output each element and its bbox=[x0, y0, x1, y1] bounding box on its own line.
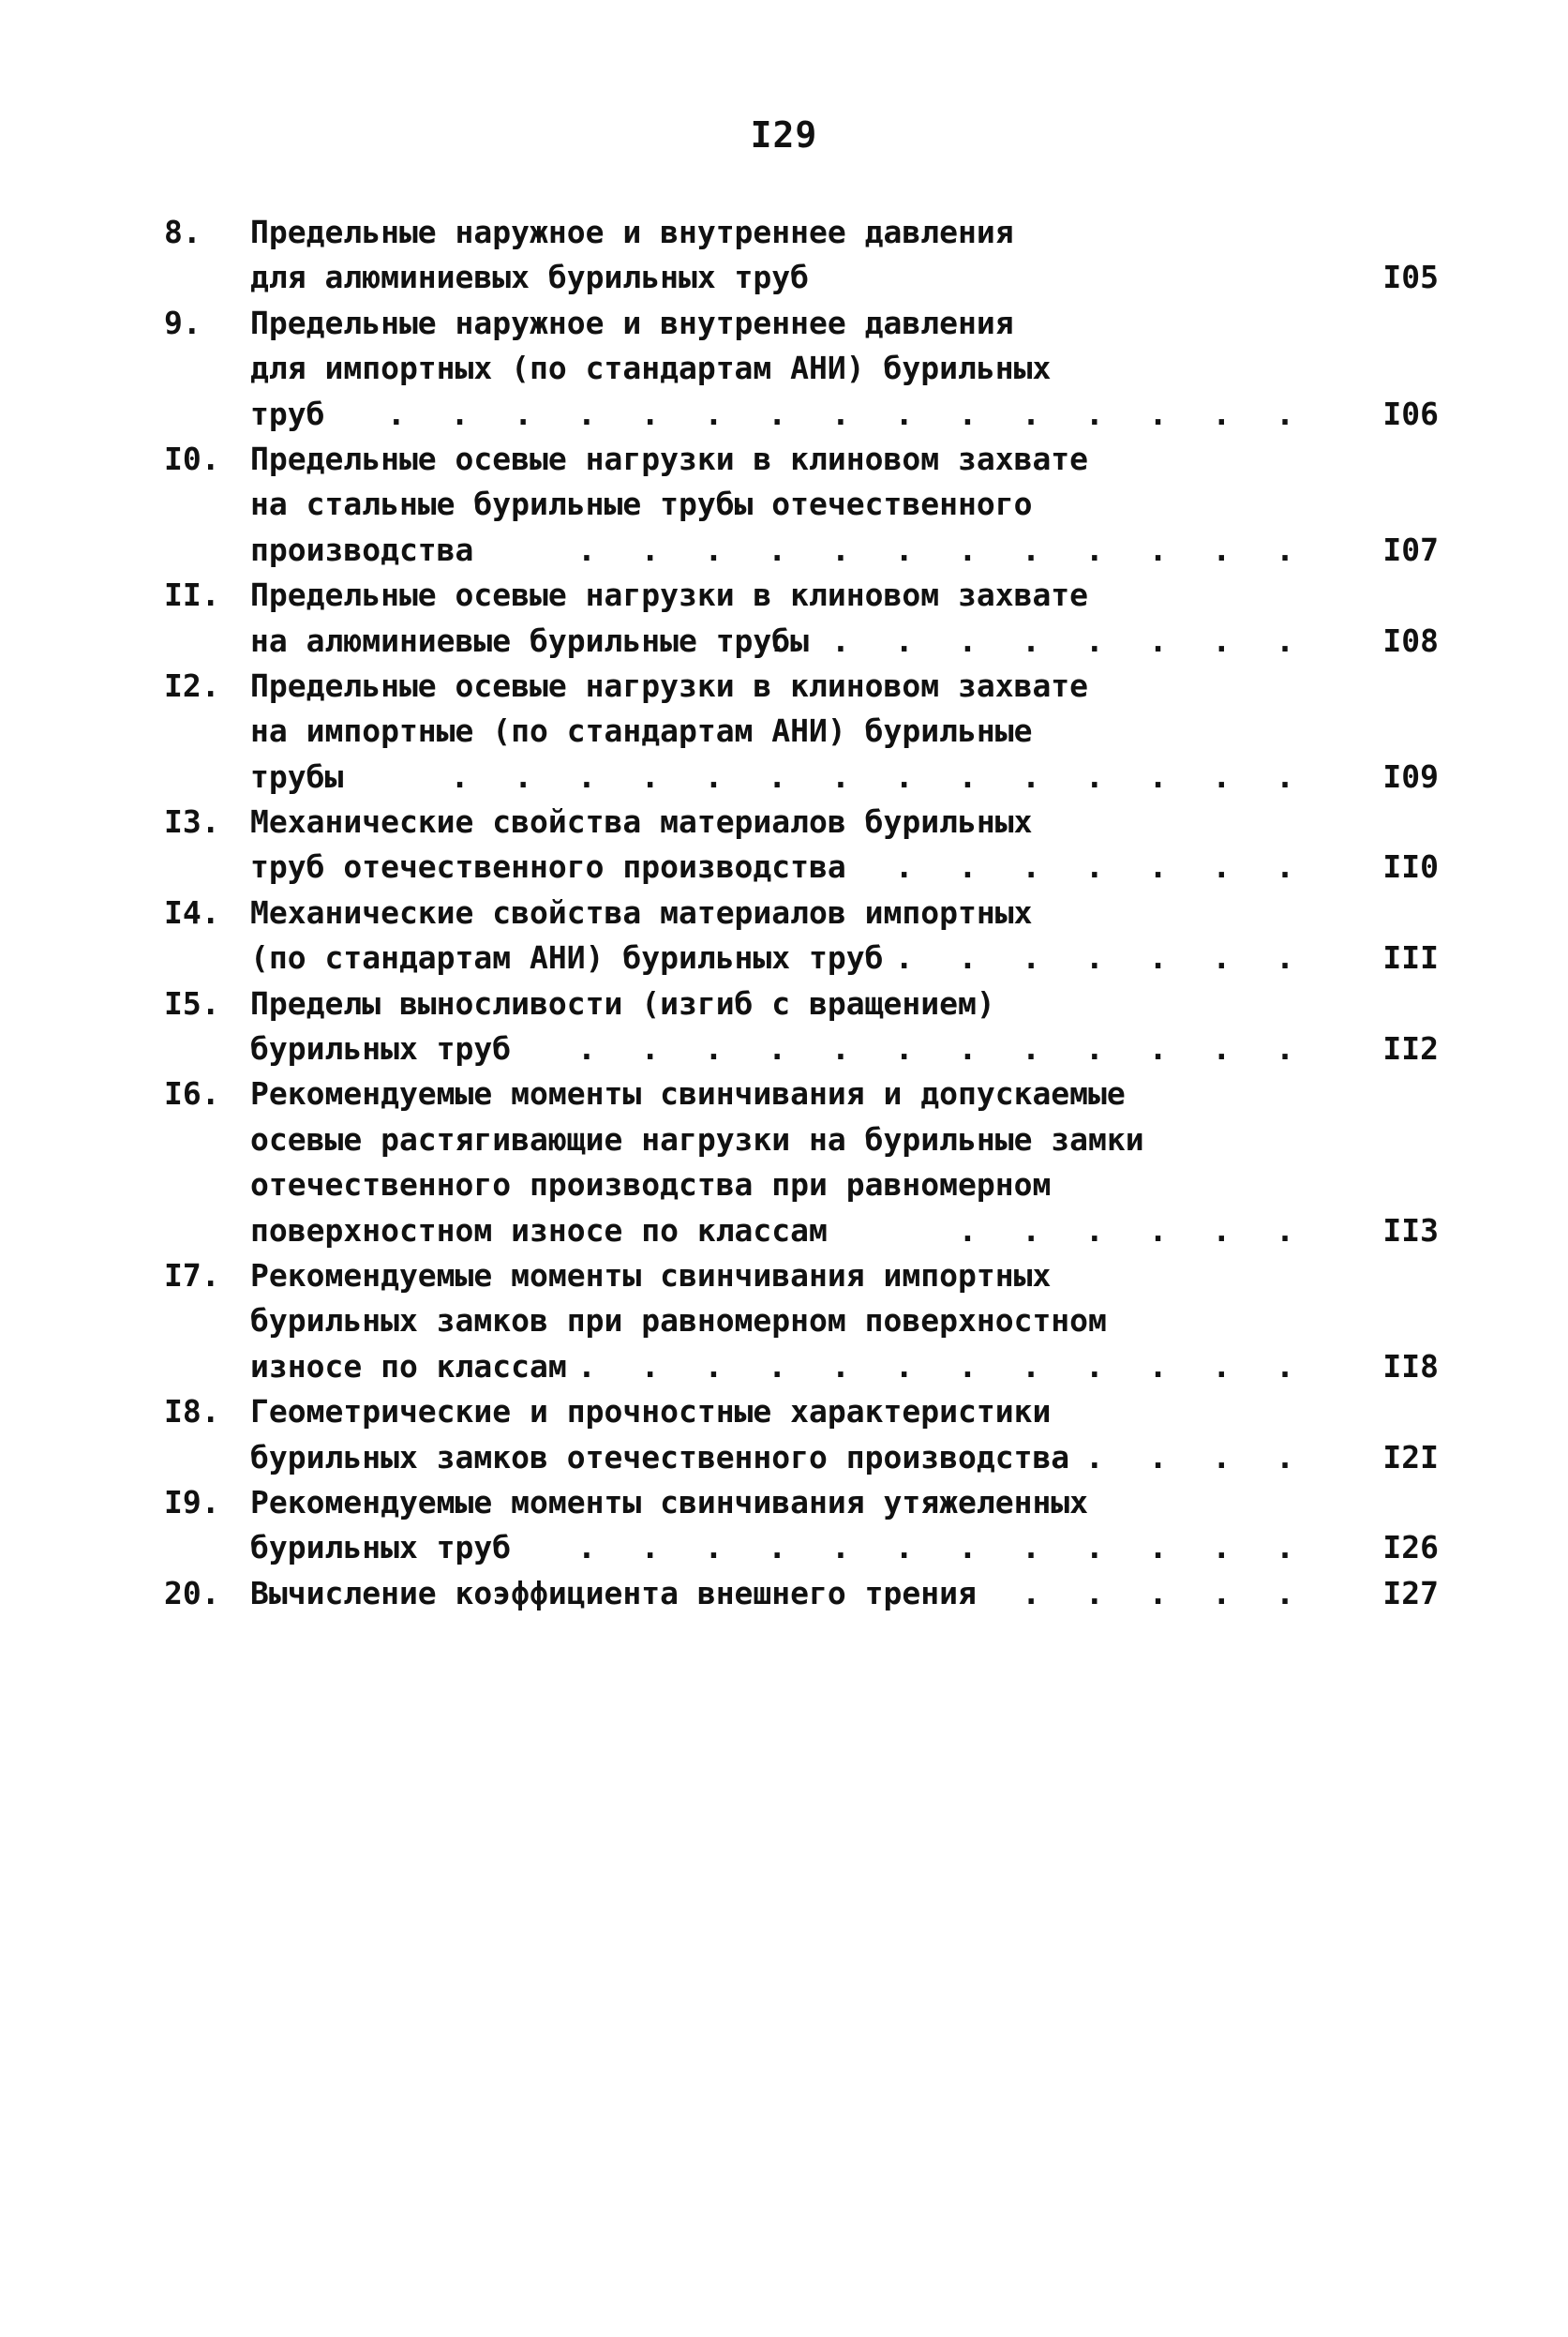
toc-entry-line bbox=[164, 1253, 1439, 1298]
toc-entry-page: II8 bbox=[1382, 1347, 1439, 1385]
toc-entry-title: износе по классам bbox=[250, 1347, 567, 1385]
toc-entry bbox=[164, 800, 1439, 891]
toc-entry-page: I26 bbox=[1382, 1529, 1439, 1566]
toc-entry-title: производства bbox=[250, 531, 474, 568]
toc-dot-leader: . . . . . . . . . . . . bbox=[577, 1347, 1307, 1385]
toc-entry-page: I2I bbox=[1382, 1438, 1439, 1476]
toc-entry-number: I7. bbox=[164, 1256, 220, 1294]
toc-entry-line bbox=[164, 1571, 1439, 1616]
toc-entry-number: 9. bbox=[164, 304, 202, 341]
toc-entry-page: I05 bbox=[1382, 259, 1439, 296]
toc-entry-line bbox=[164, 1525, 1439, 1570]
toc-entry-page: II0 bbox=[1382, 848, 1439, 886]
toc-entry-line bbox=[164, 891, 1439, 936]
toc-entry-title: Рекомендуемые моменты свинчивания импортных bbox=[250, 1256, 1052, 1294]
toc-entry-title: труб bbox=[250, 395, 325, 432]
toc-entry-line bbox=[164, 936, 1439, 981]
toc-entry-line bbox=[164, 664, 1439, 709]
toc-entry-number: 8. bbox=[164, 214, 202, 250]
toc-entry-title: Предельные осевые нагрузки в клиновом захвате bbox=[250, 577, 1089, 614]
page-number: I29 bbox=[750, 114, 818, 156]
toc-entry-title: Рекомендуемые моменты свинчивания и допускаемые bbox=[250, 1075, 1126, 1113]
toc-entry-title: на стальные бурильные трубы отечественного bbox=[250, 486, 1033, 523]
toc-entry-title: Рекомендуемые моменты свинчивания утяжеленных bbox=[250, 1483, 1089, 1521]
toc-entry-title: поверхностном износе по классам bbox=[250, 1211, 828, 1249]
table-of-contents bbox=[164, 210, 1439, 1616]
toc-dot-leader: . . . . . . . . . . . . . . bbox=[450, 757, 1307, 795]
toc-entry-line bbox=[164, 1389, 1439, 1434]
toc-entry-title: Механические свойства материалов импортных bbox=[250, 893, 1033, 931]
toc-entry-line bbox=[164, 800, 1439, 845]
toc-entry-line bbox=[164, 255, 1439, 300]
toc-dot-leader: . . . . . . . . . . . . . . . bbox=[386, 395, 1307, 432]
toc-entry-title: осевые растягивающие нагрузки на бурильные замки bbox=[250, 1120, 1144, 1158]
toc-entry bbox=[164, 1571, 1439, 1616]
toc-entry bbox=[164, 1071, 1439, 1253]
toc-entry-line bbox=[164, 1117, 1439, 1162]
toc-entry-line bbox=[164, 573, 1439, 618]
toc-entry-number: I9. bbox=[164, 1483, 220, 1521]
toc-entry-number: 20. bbox=[164, 1574, 220, 1611]
toc-dot-leader: . . . . . . . bbox=[894, 939, 1307, 977]
toc-entry-line bbox=[164, 1298, 1439, 1343]
toc-entry-title: на импортные (по стандартам АНИ) бурильные bbox=[250, 712, 1033, 750]
toc-entry-number: I2. bbox=[164, 667, 220, 704]
toc-entry-line bbox=[164, 1026, 1439, 1071]
toc-entry-number: I5. bbox=[164, 984, 220, 1022]
toc-entry-number: I8. bbox=[164, 1393, 220, 1431]
toc-entry-page: I27 bbox=[1382, 1574, 1439, 1611]
toc-entry-line bbox=[164, 437, 1439, 482]
toc-dot-leader: . . . . . bbox=[1022, 1574, 1307, 1611]
toc-dot-leader: . . . . . . . . . . . . bbox=[577, 1030, 1307, 1068]
toc-entry bbox=[164, 437, 1439, 573]
toc-entry-title: Пределы выносливости (изгиб с вращением) bbox=[250, 984, 995, 1022]
toc-entry-number: II. bbox=[164, 577, 220, 614]
toc-entry-page: I06 bbox=[1382, 395, 1439, 432]
toc-entry bbox=[164, 573, 1439, 664]
toc-entry bbox=[164, 1480, 1439, 1571]
toc-entry bbox=[164, 891, 1439, 981]
toc-entry-number: I3. bbox=[164, 803, 220, 841]
toc-entry-line bbox=[164, 1071, 1439, 1116]
toc-entry-number: I6. bbox=[164, 1075, 220, 1113]
toc-entry-title: Предельные осевые нагрузки в клиновом захвате bbox=[250, 440, 1089, 477]
toc-entry-page: I09 bbox=[1382, 757, 1439, 795]
toc-entry-line bbox=[164, 1162, 1439, 1207]
toc-entry-page: II3 bbox=[1382, 1211, 1439, 1249]
toc-entry-line bbox=[164, 709, 1439, 754]
toc-entry-line bbox=[164, 346, 1439, 391]
toc-entry bbox=[164, 301, 1439, 437]
toc-dot-leader: . . . . . . . . . bbox=[768, 622, 1307, 659]
toc-entry-line bbox=[164, 210, 1439, 255]
toc-entry-line bbox=[164, 392, 1439, 437]
toc-entry bbox=[164, 1253, 1439, 1389]
toc-entry-title: отечественного производства при равномерном bbox=[250, 1166, 1052, 1204]
toc-entry-line bbox=[164, 482, 1439, 527]
toc-entry-title: на алюминиевые бурильные трубы bbox=[250, 622, 810, 659]
toc-entry-page: III bbox=[1382, 939, 1439, 977]
toc-entry-title: Предельные осевые нагрузки в клиновом захвате bbox=[250, 667, 1089, 704]
toc-entry-title: Механические свойства материалов бурильных bbox=[250, 803, 1033, 841]
toc-entry-line bbox=[164, 619, 1439, 664]
toc-entry-page: II2 bbox=[1382, 1030, 1439, 1068]
toc-entry bbox=[164, 210, 1439, 301]
toc-entry-line bbox=[164, 301, 1439, 346]
toc-dot-leader: . . . . bbox=[1084, 1438, 1307, 1476]
toc-entry-page: I07 bbox=[1382, 531, 1439, 568]
toc-entry-line bbox=[164, 1208, 1439, 1253]
toc-entry-title: Вычисление коэффициента внешнего трения bbox=[250, 1574, 977, 1611]
toc-entry-title: Предельные наружное и внутреннее давления bbox=[250, 214, 1014, 250]
toc-entry-number: I0. bbox=[164, 440, 220, 477]
toc-entry-title: бурильных труб bbox=[250, 1529, 512, 1566]
toc-entry-line bbox=[164, 1435, 1439, 1480]
toc-entry-line bbox=[164, 528, 1439, 573]
toc-entry bbox=[164, 1389, 1439, 1480]
toc-entry bbox=[164, 981, 1439, 1072]
toc-entry-title: для импортных (по стандартам АНИ) бурильных bbox=[250, 350, 1052, 387]
toc-entry-title: труб отечественного производства bbox=[250, 848, 846, 886]
toc-entry-line bbox=[164, 1480, 1439, 1525]
toc-entry-line bbox=[164, 755, 1439, 800]
toc-entry-title: бурильных труб bbox=[250, 1030, 512, 1068]
toc-entry-title: бурильных замков отечественного производства bbox=[250, 1438, 1070, 1476]
toc-entry-title: Геометрические и прочностные характеристики bbox=[250, 1393, 1052, 1431]
toc-entry-line bbox=[164, 845, 1439, 890]
toc-entry-line bbox=[164, 981, 1439, 1026]
toc-entry bbox=[164, 664, 1439, 800]
toc-entry-number: I4. bbox=[164, 893, 220, 931]
toc-entry-title: для алюминиевых бурильных труб bbox=[250, 259, 810, 296]
toc-entry-title: бурильных замков при равномерном поверхностном bbox=[250, 1302, 1107, 1340]
toc-entry-page: I08 bbox=[1382, 622, 1439, 659]
toc-dot-leader: . . . . . . . . . . . . bbox=[577, 531, 1307, 568]
toc-entry-title: Предельные наружное и внутреннее давления bbox=[250, 304, 1014, 341]
toc-entry-line bbox=[164, 1344, 1439, 1389]
toc-dot-leader: . . . . . . . . . . . . bbox=[577, 1529, 1307, 1566]
toc-dot-leader: . . . . . . bbox=[958, 1211, 1307, 1249]
toc-entry-title: трубы bbox=[250, 757, 344, 795]
toc-entry-title: (по стандартам АНИ) бурильных труб bbox=[250, 939, 884, 977]
toc-dot-leader: . . . . . . . bbox=[894, 848, 1307, 886]
